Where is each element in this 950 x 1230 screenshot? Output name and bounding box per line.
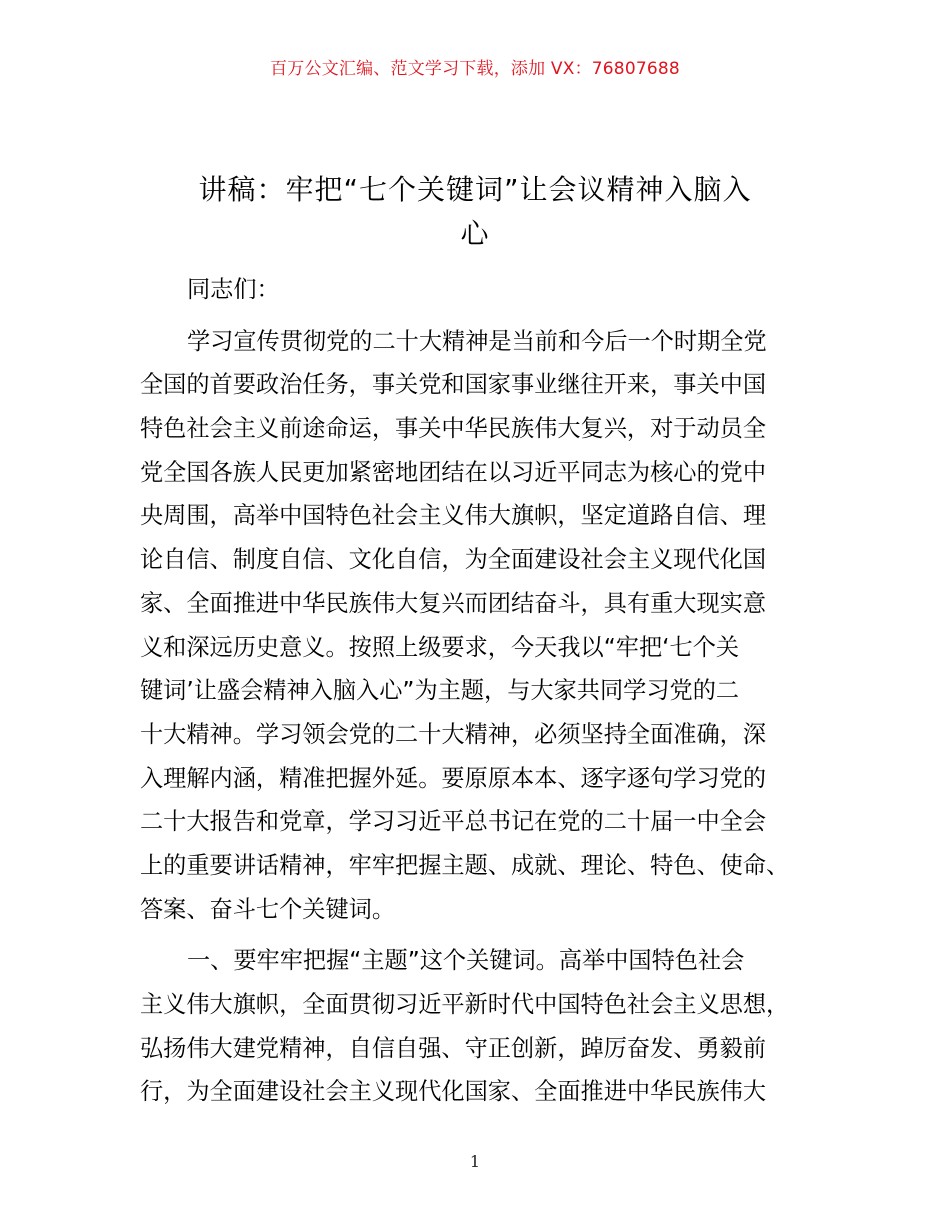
paragraph-line: 家、全面推进中华民族伟大复兴而团结奋斗，具有重大现实意	[140, 589, 767, 617]
paragraph-line: 入理解内涵，精准把握外延。要原原本本、逐字逐句学习党的	[140, 764, 767, 792]
paragraph-line: 党全国各族人民更加紧密地团结在以习近平同志为核心的党中	[140, 458, 767, 486]
title-line-1: 讲稿：牢把“七个关键词”让会议精神入脑入	[198, 173, 752, 206]
paragraph-section-1	[140, 939, 816, 1114]
paragraph-line: 键词’让盛会精神入脑入心”为主题，与大家共同学习党的二	[140, 677, 740, 705]
paragraph-line: 答案、奋斗七个关键词。	[140, 895, 396, 923]
paragraph-line: 央周围，高举中国特色社会主义伟大旗帜，坚定道路自信、理	[140, 502, 767, 530]
header-banner: 百万公文汇编、范文学习下载，添加 VX：76807688	[270, 59, 680, 79]
title-line-2: 心	[460, 217, 490, 250]
paragraph-line: 一、要牢牢把握“主题”这个关键词。高举中国特色社会	[187, 947, 745, 975]
paragraph-line: 论自信、制度自信、文化自信，为全面建设社会主义现代化国	[140, 546, 767, 574]
paragraph-line: 弘扬伟大建党精神，自信自强、守正创新，踔厉奋发、勇毅前	[140, 1034, 767, 1062]
page-number: 1	[469, 1152, 481, 1171]
paragraph-line: 上的重要讲话精神，牢牢把握主题、成就、理论、特色、使命、	[140, 851, 790, 879]
paragraph-line: 全国的首要政治任务，事关党和国家事业继往开来，事关中国	[140, 371, 767, 399]
paragraph-line: 行，为全面建设社会主义现代化国家、全面推进中华民族伟大	[140, 1078, 767, 1106]
paragraph-line: 二十大报告和党章，学习习近平总书记在党的二十届一中全会	[140, 808, 767, 836]
salutation: 同志们：	[187, 276, 280, 303]
document-body	[140, 268, 816, 1114]
paragraph-line: 主义伟大旗帜，全面贯彻习近平新时代中国特色社会主义思想，	[140, 991, 790, 1018]
paragraph-intro	[140, 320, 816, 932]
paragraph-line: 特色社会主义前途命运，事关中华民族伟大复兴，对于动员全	[140, 415, 767, 443]
paragraph-line: 义和深远历史意义。按照上级要求，今天我以“牢把‘七个关	[140, 633, 740, 661]
paragraph-line: 十大精神。学习领会党的二十大精神，必须坚持全面准确，深	[140, 720, 767, 748]
paragraph-line: 学习宣传贯彻党的二十大精神是当前和今后一个时期全党	[187, 327, 767, 355]
document-title	[140, 168, 810, 256]
